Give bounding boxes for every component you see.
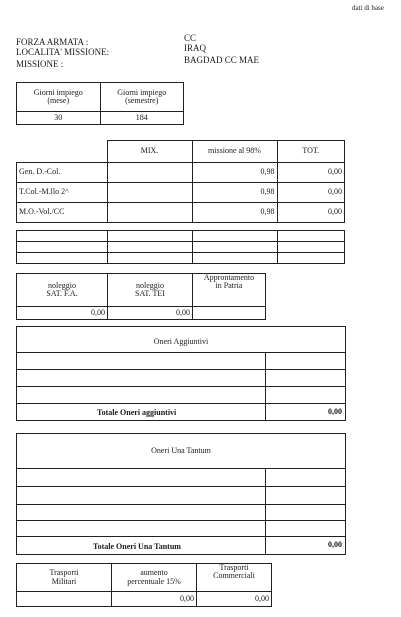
mix-row-missione: 0,98 bbox=[192, 163, 277, 183]
noleggio-header-approntamento bbox=[193, 274, 266, 307]
impiego-value-mese: 30 bbox=[17, 112, 101, 125]
mix-row-label: M.O.-Vol./CC bbox=[17, 203, 108, 223]
impiego-mese-line2: (mese) bbox=[47, 96, 70, 105]
trasporti-header-militari bbox=[17, 564, 112, 592]
noleggio-table bbox=[16, 273, 266, 320]
oneri-una-tantum-block bbox=[16, 433, 346, 555]
approntamento-value bbox=[193, 307, 266, 320]
approntamento-line2: in Patria bbox=[215, 281, 243, 291]
impiego-header-semestre bbox=[100, 83, 184, 112]
mix-table bbox=[16, 140, 345, 223]
approntamento-line1: Approntamento bbox=[203, 273, 255, 282]
header-label-missione: MISSIONE : bbox=[16, 59, 64, 69]
mix-row-mix bbox=[107, 163, 192, 183]
oneri-una-tantum-total-label: Totale Oneri Una Tantum bbox=[93, 542, 181, 551]
oneri-aggiuntivi-total-label: Totale Oneri aggiuntivi bbox=[97, 408, 177, 417]
header-value-missione: BAGDAD CC MAE bbox=[184, 55, 260, 65]
impiego-semestre-line1: Giorni impiego bbox=[117, 87, 167, 97]
mix-header-mix: MIX. bbox=[107, 141, 192, 163]
trasporti-header-commerciali bbox=[197, 564, 272, 592]
header-value-localita: IRAQ bbox=[184, 43, 206, 53]
header-label-localita: LOCALITA' MISSIONE: bbox=[16, 47, 110, 57]
trasporti-commerciali-line2: Commerciali bbox=[213, 571, 255, 581]
impiego-mese-line1: Giorni impiego bbox=[33, 87, 83, 97]
header-label-forza-armata: FORZA ARMATA : bbox=[16, 37, 89, 47]
mix-row-mix bbox=[107, 203, 192, 223]
trasporti-value-militari bbox=[17, 592, 112, 607]
mix-header-missione: missione al 98% bbox=[192, 141, 277, 163]
table-row bbox=[17, 203, 345, 223]
mix-row-tot: 0,00 bbox=[277, 183, 345, 203]
impiego-table bbox=[16, 82, 184, 125]
noleggio-tei-line2: SAT. TEI bbox=[135, 289, 165, 298]
table-row bbox=[17, 183, 345, 203]
trasporti-value-aumento: 0,00 bbox=[112, 592, 197, 607]
aumento-line1: aumento bbox=[140, 568, 168, 578]
oneri-aggiuntivi-total-value: 0,00 bbox=[328, 407, 342, 416]
noleggio-fa-line1: noleggio bbox=[48, 280, 76, 290]
oneri-una-tantum-title: Oneri Una Tantum bbox=[151, 446, 211, 455]
noleggio-header-tei bbox=[108, 274, 193, 307]
noleggio-tei-line1: noleggio bbox=[136, 280, 164, 290]
noleggio-fa-line2: SAT. F.A. bbox=[46, 289, 78, 298]
noleggio-value-tei: 0,00 bbox=[108, 307, 193, 320]
mix-row-label: Gen. D.-Col. bbox=[17, 163, 108, 183]
oneri-aggiuntivi-title: Oneri Aggiuntivi bbox=[153, 337, 209, 346]
trasporti-value-commerciali: 0,00 bbox=[197, 592, 272, 607]
trasporti-table bbox=[16, 563, 272, 607]
mix-header-tot: TOT. bbox=[277, 141, 345, 163]
mix-row-tot: 0,00 bbox=[277, 163, 345, 183]
trasporti-militari-line2: Militari bbox=[51, 576, 77, 586]
impiego-header-mese bbox=[17, 83, 101, 112]
impiego-semestre-line2: (semestre) bbox=[125, 96, 159, 105]
mix-row-missione: 0,98 bbox=[192, 183, 277, 203]
mix-header-empty bbox=[17, 141, 108, 163]
empty-grid bbox=[16, 230, 345, 264]
aumento-line2: percentuale 15% bbox=[127, 576, 181, 586]
noleggio-header-fa bbox=[17, 274, 108, 307]
mix-row-tot: 0,00 bbox=[277, 203, 345, 223]
trasporti-militari-line1: Trasporti bbox=[49, 568, 79, 578]
mix-row-mix bbox=[107, 183, 192, 203]
mix-row-missione: 0,98 bbox=[192, 203, 277, 223]
trasporti-header-aumento bbox=[112, 564, 197, 592]
oneri-aggiuntivi-block bbox=[16, 326, 346, 421]
oneri-una-tantum-total-value: 0,00 bbox=[328, 540, 342, 549]
mix-row-label: T.Col.-M.llo 2^ bbox=[17, 183, 108, 203]
header-value-forza-armata: CC bbox=[184, 33, 197, 43]
trasporti-commerciali-line1: Trasporti bbox=[219, 563, 249, 572]
noleggio-value-fa: 0,00 bbox=[17, 307, 108, 320]
page-caption: dati di base bbox=[352, 4, 384, 12]
impiego-value-semestre: 184 bbox=[100, 112, 184, 125]
table-row bbox=[17, 163, 345, 183]
